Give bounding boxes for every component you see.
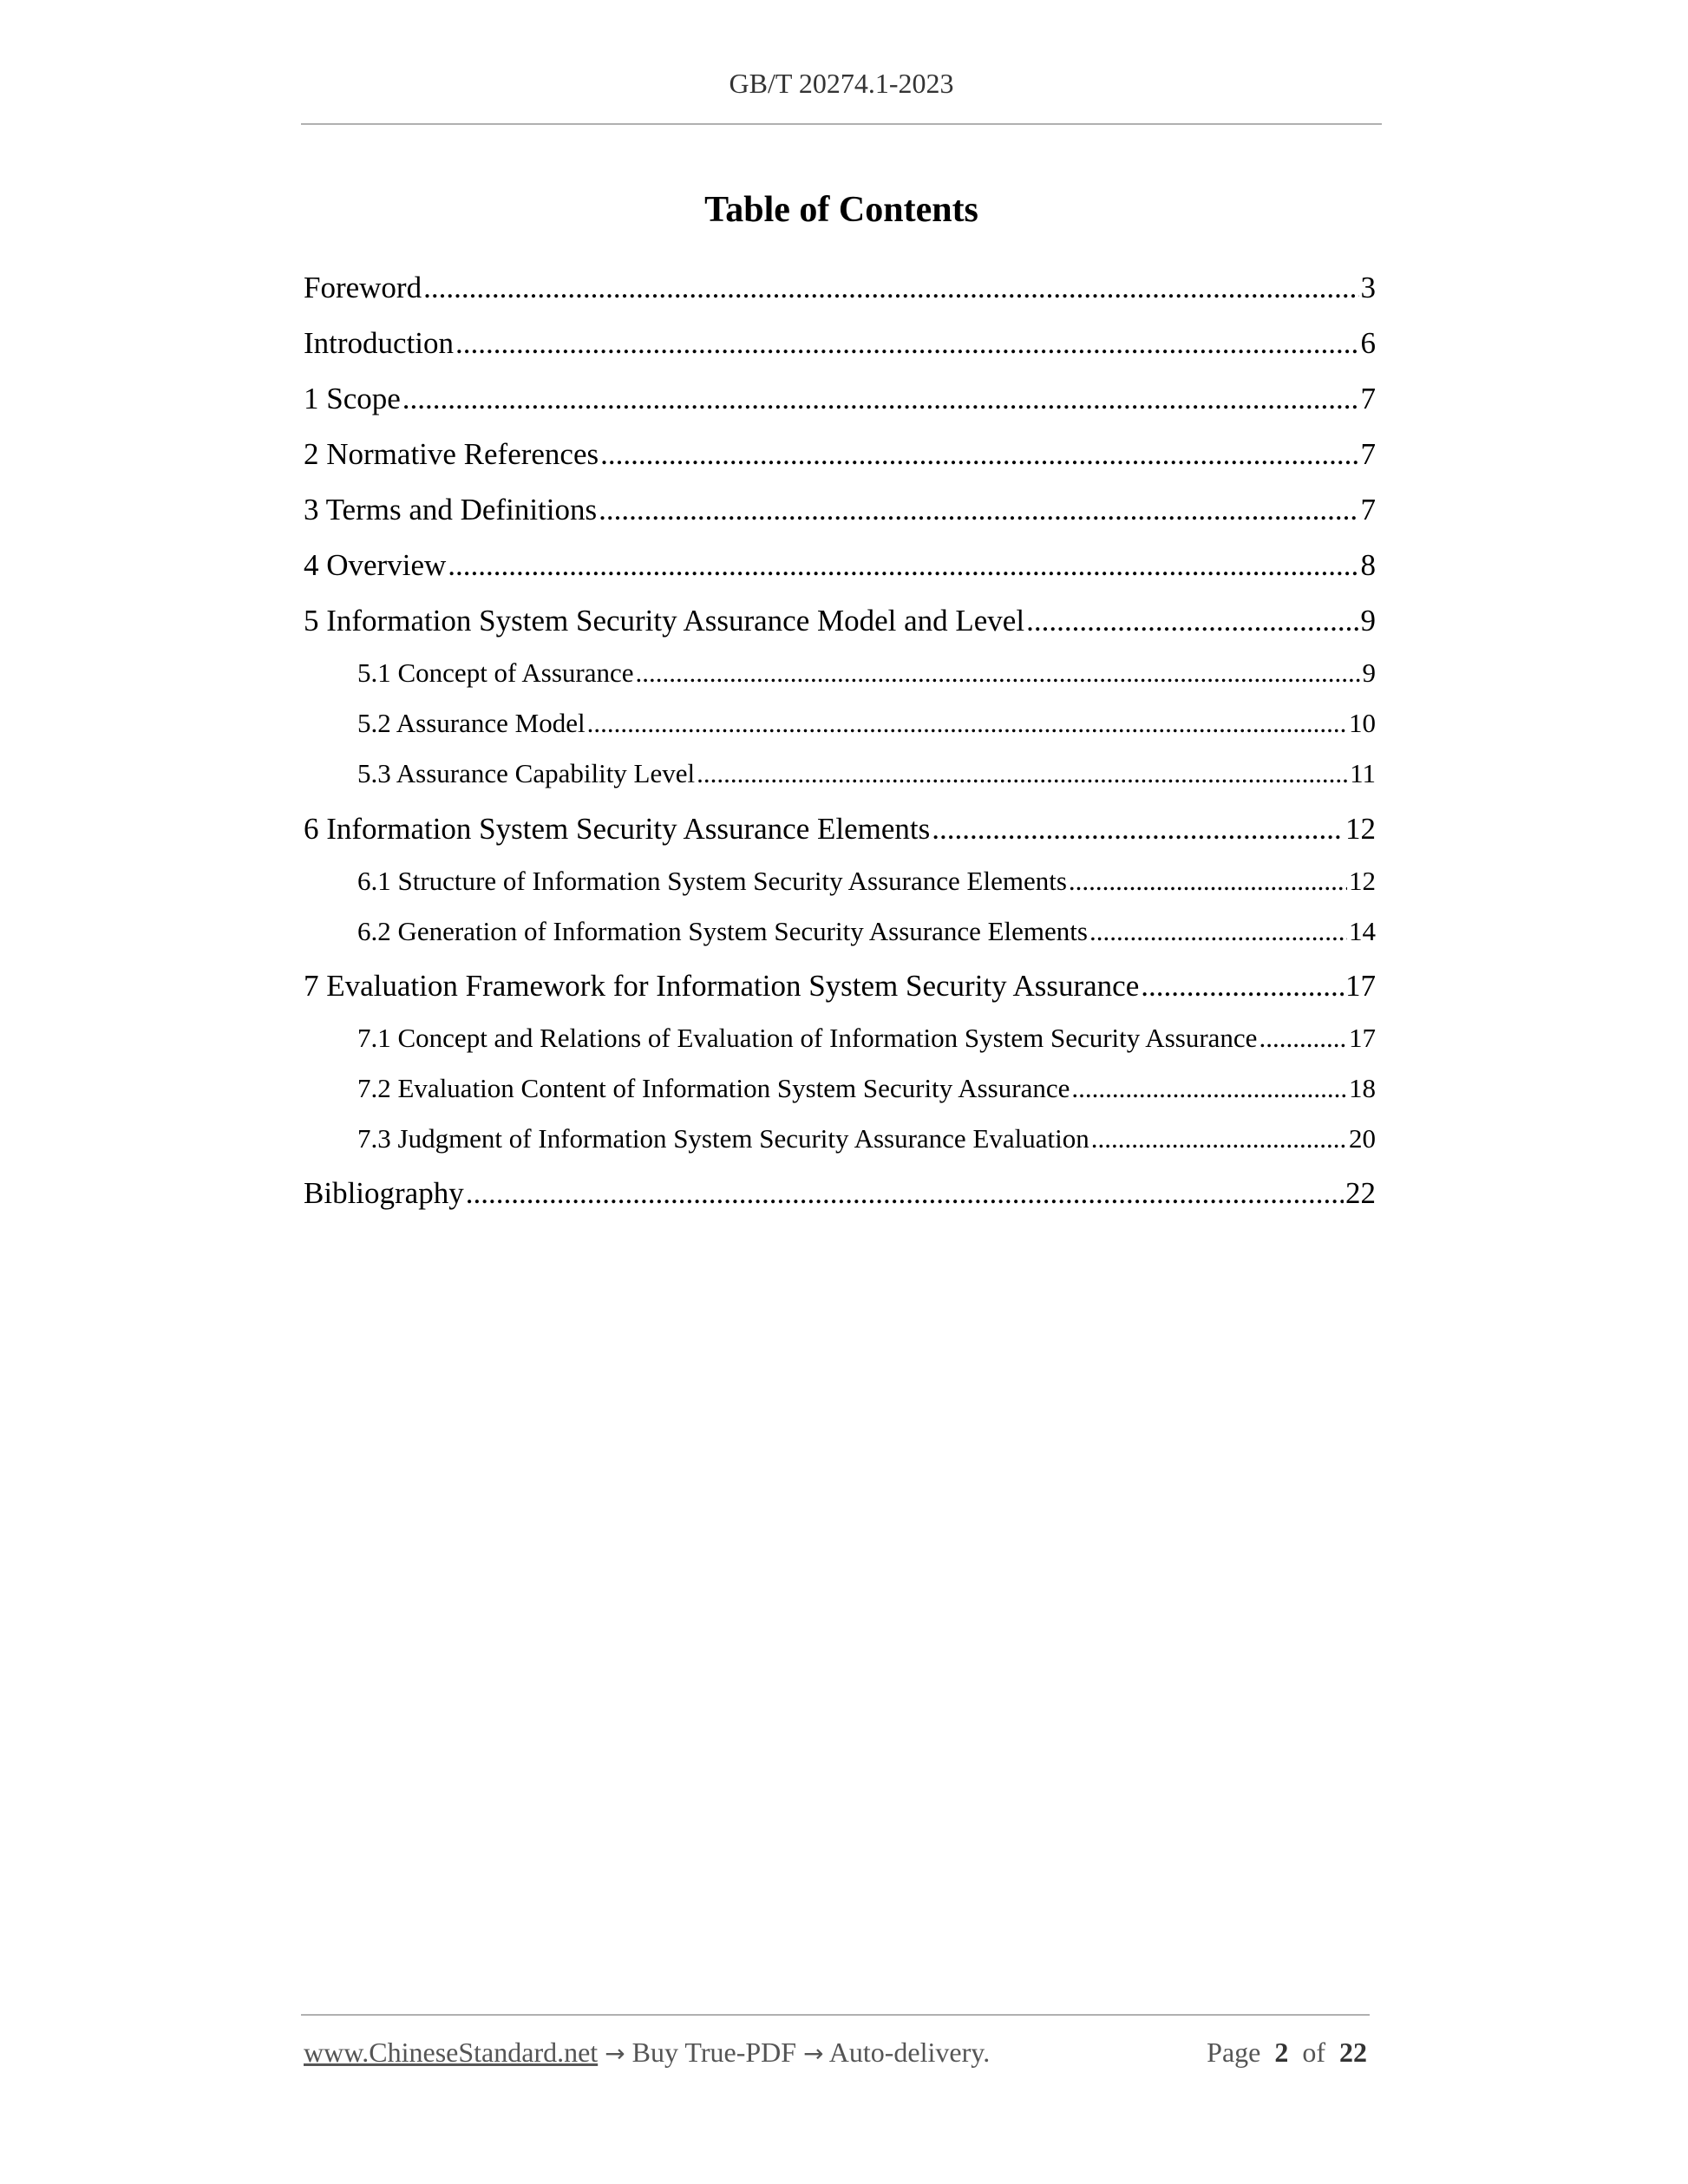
toc-entry-foreword[interactable] bbox=[304, 271, 1376, 305]
toc-entry-normative-references[interactable] bbox=[304, 437, 1376, 472]
toc-entry-label: 7.3 Judgment of Information System Security Assurance Evaluation bbox=[357, 1123, 1089, 1154]
toc-entry-section-5[interactable] bbox=[304, 604, 1376, 638]
dot-leader bbox=[1259, 1023, 1347, 1054]
dot-leader bbox=[466, 1176, 1344, 1211]
toc-entry-label: Bibliography bbox=[304, 1176, 464, 1210]
dot-leader bbox=[932, 812, 1344, 847]
toc-entry-page: 7 bbox=[1360, 493, 1376, 526]
total-pages-number: 22 bbox=[1339, 2037, 1367, 2068]
toc-entry-scope[interactable] bbox=[304, 382, 1376, 416]
toc-entry-section-7-1[interactable] bbox=[357, 1023, 1376, 1054]
dot-leader bbox=[1141, 969, 1344, 1004]
toc-entry-label: 5 Information System Security Assurance Model and Level bbox=[304, 604, 1025, 638]
toc-entry-label: 6.2 Generation of Information System Security Assurance Elements bbox=[357, 916, 1088, 946]
toc-entry-page: 9 bbox=[1360, 604, 1376, 638]
toc-entry-page: 12 bbox=[1345, 812, 1376, 846]
toc-entry-page: 12 bbox=[1349, 866, 1376, 896]
toc-entry-section-7-3[interactable] bbox=[357, 1123, 1376, 1154]
site-link[interactable]: www.ChineseStandard.net bbox=[304, 2037, 599, 2068]
toc-entry-section-5-3[interactable] bbox=[357, 758, 1376, 789]
page-footer bbox=[304, 2037, 1367, 2069]
toc-entry-label: 5.2 Assurance Model bbox=[357, 708, 586, 738]
toc-entry-page: 6 bbox=[1360, 326, 1376, 360]
toc-entry-label: 4 Overview bbox=[304, 548, 447, 582]
toc-entry-section-5-2[interactable] bbox=[357, 708, 1376, 739]
dot-leader bbox=[1071, 1073, 1347, 1104]
toc-entry-label: 3 Terms and Definitions bbox=[304, 493, 598, 526]
toc-entry-section-6[interactable] bbox=[304, 812, 1376, 847]
toc-entry-overview[interactable] bbox=[304, 548, 1376, 583]
toc-entry-label: 5.3 Assurance Capability Level bbox=[357, 758, 696, 788]
running-header: GB/T 20274.1-2023 bbox=[729, 68, 954, 99]
delivery-text: Auto-delivery. bbox=[828, 2037, 991, 2068]
toc-entry-bibliography[interactable] bbox=[304, 1176, 1376, 1211]
toc-entry-label: 7.1 Concept and Relations of Evaluation of Information System Security Assurance bbox=[357, 1023, 1258, 1053]
toc-entry-page: 10 bbox=[1349, 708, 1376, 738]
toc-entry-page: 22 bbox=[1345, 1176, 1376, 1210]
dot-leader bbox=[587, 708, 1347, 739]
toc-entry-page: 18 bbox=[1349, 1073, 1376, 1103]
toc-entry-label: Introduction bbox=[304, 326, 455, 360]
toc-entry-page: 3 bbox=[1360, 271, 1376, 304]
current-page-number: 2 bbox=[1274, 2037, 1289, 2068]
dot-leader bbox=[423, 271, 1358, 305]
of-word: of bbox=[1302, 2037, 1325, 2068]
toc-entry-page: 11 bbox=[1350, 758, 1376, 788]
toc-entry-label: 6.1 Structure of Information System Security Assurance Elements bbox=[357, 866, 1067, 896]
dot-leader bbox=[1091, 1123, 1347, 1154]
dot-leader bbox=[455, 326, 1358, 361]
toc-entry-terms-and-definitions[interactable] bbox=[304, 493, 1376, 527]
toc-entry-page: 14 bbox=[1349, 916, 1376, 946]
dot-leader bbox=[402, 382, 1359, 416]
buy-text: Buy True-PDF bbox=[631, 2037, 797, 2068]
dot-leader bbox=[448, 548, 1358, 583]
footer-divider bbox=[301, 2014, 1370, 2016]
toc-entry-page: 8 bbox=[1360, 548, 1376, 582]
arrow-right-icon: → bbox=[803, 2039, 824, 2068]
toc-title: Table of Contents bbox=[704, 190, 978, 230]
toc-entry-section-6-1[interactable] bbox=[357, 866, 1376, 897]
toc-entry-label: 5.1 Concept of Assurance bbox=[357, 657, 634, 688]
toc-entry-label: 7 Evaluation Framework for Information System Security Assurance bbox=[304, 969, 1140, 1003]
toc-entry-section-6-2[interactable] bbox=[357, 916, 1376, 947]
toc-entry-section-5-1[interactable] bbox=[357, 657, 1376, 689]
toc-entry-page: 20 bbox=[1349, 1123, 1376, 1154]
toc-entry-label: 1 Scope bbox=[304, 382, 401, 415]
toc-entry-page: 17 bbox=[1349, 1023, 1376, 1053]
footer-promo bbox=[304, 2037, 990, 2069]
toc-entry-label: 6 Information System Security Assurance Elements bbox=[304, 812, 931, 846]
page-word: Page bbox=[1207, 2037, 1261, 2068]
header-divider bbox=[301, 123, 1382, 125]
dot-leader bbox=[1089, 916, 1347, 947]
dot-leader bbox=[1069, 866, 1347, 897]
dot-leader bbox=[599, 493, 1358, 527]
toc-entry-page: 9 bbox=[1362, 657, 1376, 688]
arrow-right-icon: → bbox=[605, 2039, 625, 2068]
toc-entry-label: Foreword bbox=[304, 271, 422, 304]
toc-entry-section-7-2[interactable] bbox=[357, 1073, 1376, 1104]
toc-entry-introduction[interactable] bbox=[304, 326, 1376, 361]
dot-leader bbox=[600, 437, 1358, 472]
toc-entry-page: 17 bbox=[1345, 969, 1376, 1003]
dot-leader bbox=[1026, 604, 1358, 638]
toc-entry-page: 7 bbox=[1360, 382, 1376, 415]
toc-entry-page: 7 bbox=[1360, 437, 1376, 471]
toc-entry-label: 2 Normative References bbox=[304, 437, 599, 471]
toc-entry-label: 7.2 Evaluation Content of Information System Security Assurance bbox=[357, 1073, 1070, 1103]
toc-entry-section-7[interactable] bbox=[304, 969, 1376, 1004]
dot-leader bbox=[636, 657, 1361, 689]
page-indicator bbox=[1207, 2037, 1367, 2069]
dot-leader bbox=[697, 758, 1348, 789]
